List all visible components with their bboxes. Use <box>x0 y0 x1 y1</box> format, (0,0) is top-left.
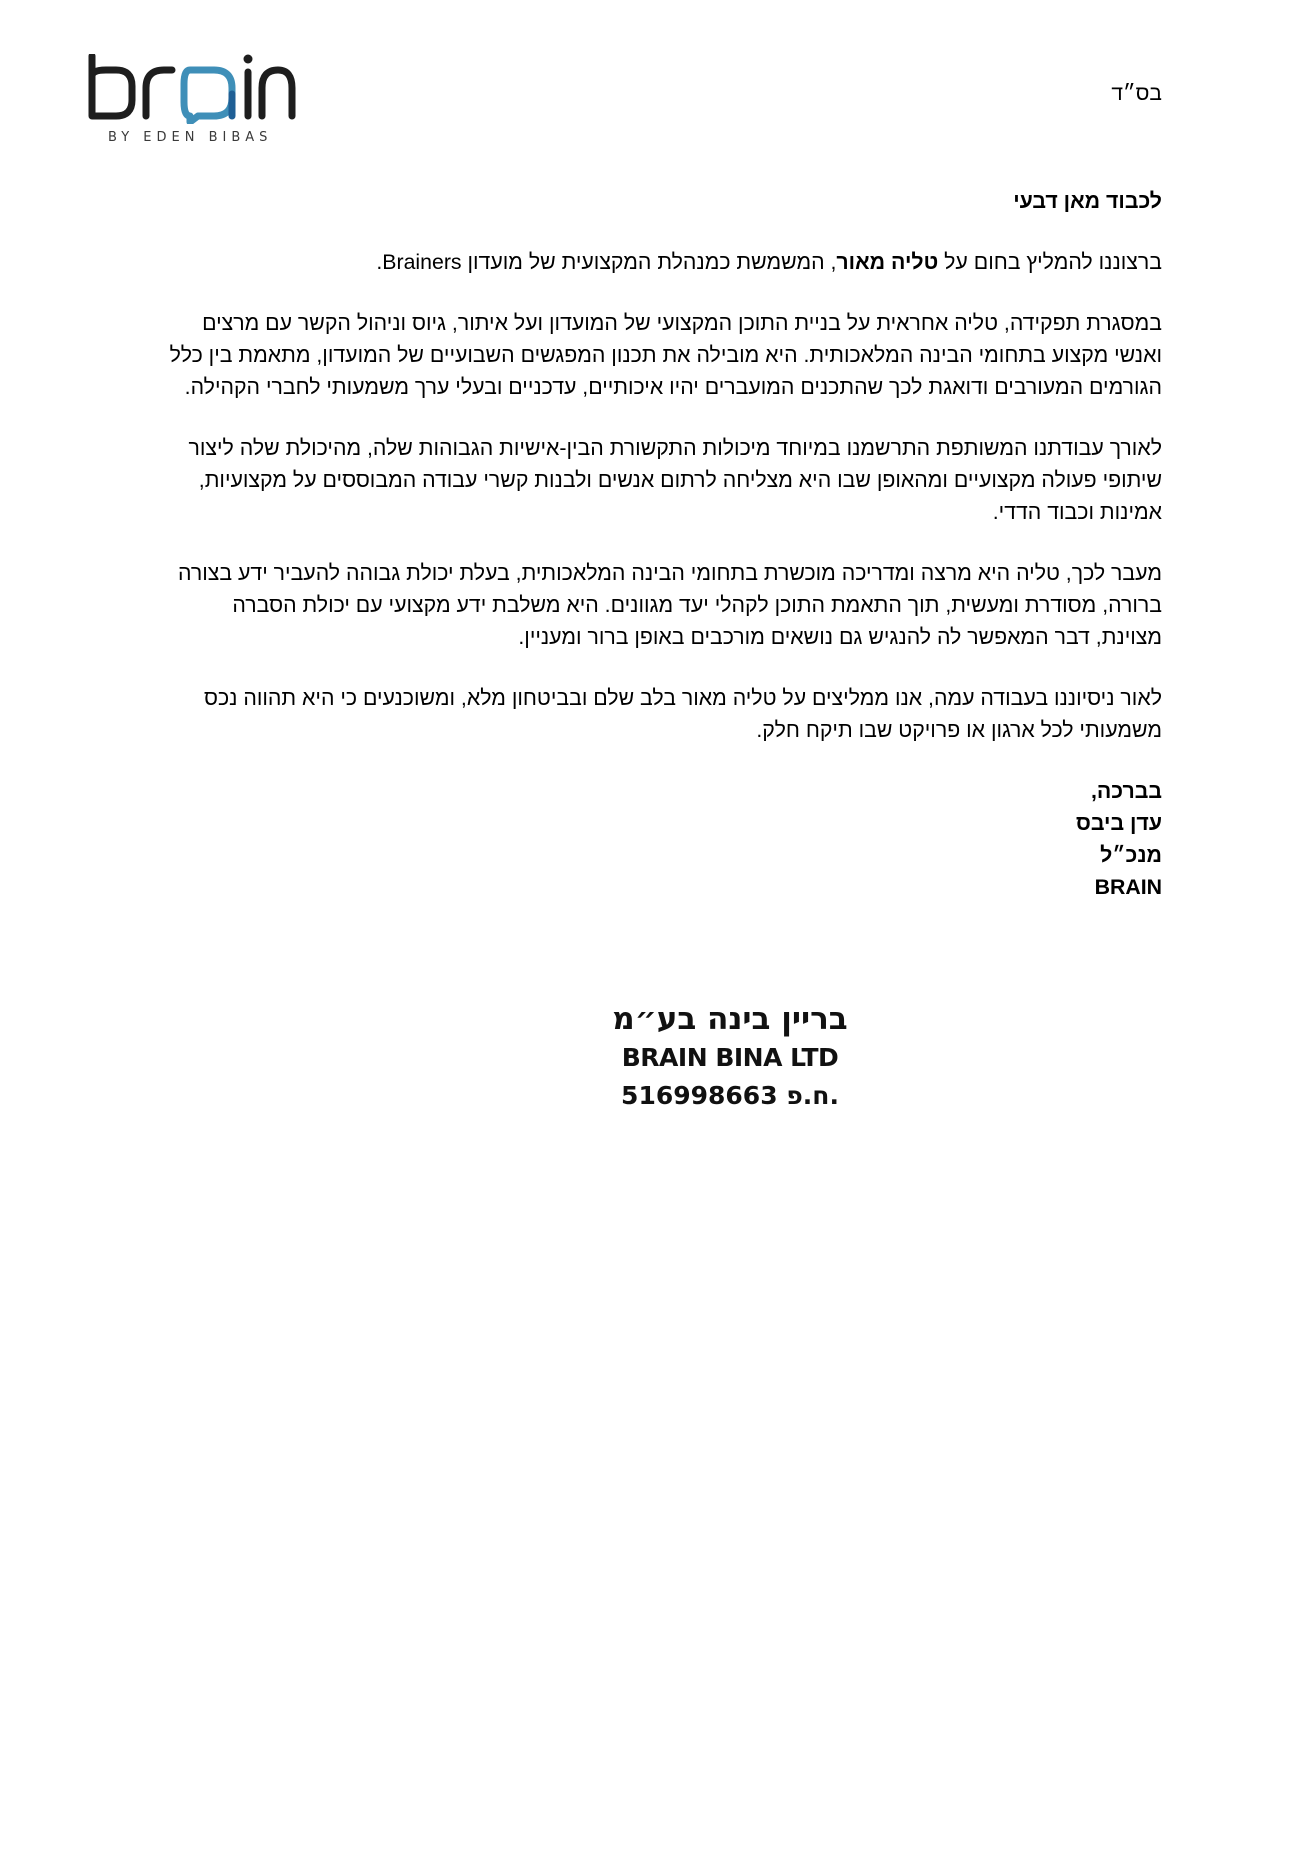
header-mark: בס״ד <box>1111 82 1162 105</box>
stamp-english-name: BRAIN BINA LTD <box>621 1043 839 1072</box>
body-paragraph-conclusion: לאור ניסיוננו בעבודה עמה, אנו ממליצים על טליה מאור בלב שלם ובביטחון מלא, ומשוכנעים כי היא תהווה נכס משמעותי לכל ארגון או פרויקט שבו תיקח חלק. <box>204 686 1162 742</box>
signer-name: עדן ביבס <box>1075 811 1162 835</box>
recommended-person-name: טליה מאור <box>836 250 939 274</box>
intro-text-pre: ברצוננו להמליץ בחום על <box>938 250 1162 274</box>
signature-block <box>162 775 1162 903</box>
company-stamp <box>600 998 860 1116</box>
logo-tagline: BY EDEN BIBAS <box>108 130 273 145</box>
stamp-company-id-line <box>600 1076 860 1116</box>
signer-company: BRAIN <box>1094 875 1162 899</box>
body-paragraph-role: במסגרת תפקידה, טליה אחראית על בניית התוכן המקצועי של המועדון ועל איתור, גיוס וניהול הקשר עם מרצים ואנשי מקצוע בתחומי הבינה המלאכותית. היא מובילה את תכנון המפגשים השבועיים של המועדון, מתאמת בין כלל הגורמים המעורבים ודואגת לכך שהתכנים המועברים יהיו איכותיים, עדכניים ובעלי ערך משמעותי לחברי הקהילה. <box>169 311 1162 399</box>
signoff-closing: בברכה, <box>1091 779 1162 803</box>
stamp-company-id-label: ח.פ. <box>786 1081 839 1110</box>
intro-paragraph <box>162 246 1162 278</box>
stamp-company-id: 516998663 <box>621 1081 778 1110</box>
signer-title: מנכ״ל <box>1100 843 1162 867</box>
letter-body <box>162 185 1162 903</box>
brain-wordmark-icon <box>86 54 296 124</box>
stamp-hebrew-name: בריין בינה בע״מ <box>612 1001 848 1037</box>
brain-logo <box>86 54 296 149</box>
salutation: לכבוד מאן דבעי <box>1013 189 1162 213</box>
body-paragraph-lecturer: מעבר לכך, טליה היא מרצה ומדריכה מוכשרת בתחומי הבינה המלאכותית, בעלת יכולת גבוהה להעביר ידע בצורה ברורה, מסודרת ומעשית, תוך התאמת התוכן לקהלי יעד מגוונים. היא משלבת ידע מקצועי עם יכולת הסברה מצוינת, דבר המאפשר לה להנגיש גם נושאים מורכבים באופן ברור ומעניין. <box>177 561 1162 649</box>
intro-text-post: , המשמשת כמנהלת המקצועית של מועדון Brainers. <box>376 250 837 274</box>
body-paragraph-communication: לאורך עבודתנו המשותפת התרשמנו במיוחד מיכולות התקשורת הבין-אישיות הגבוהות שלה, מהיכולת שלה ליצור שיתופי פעולה מקצועיים ומהאופן שבו היא מצליחה לרתום אנשים ולבנות קשרי עבודה המבוססים על מקצועיות, אמינות וכבוד הדדי. <box>188 436 1162 524</box>
